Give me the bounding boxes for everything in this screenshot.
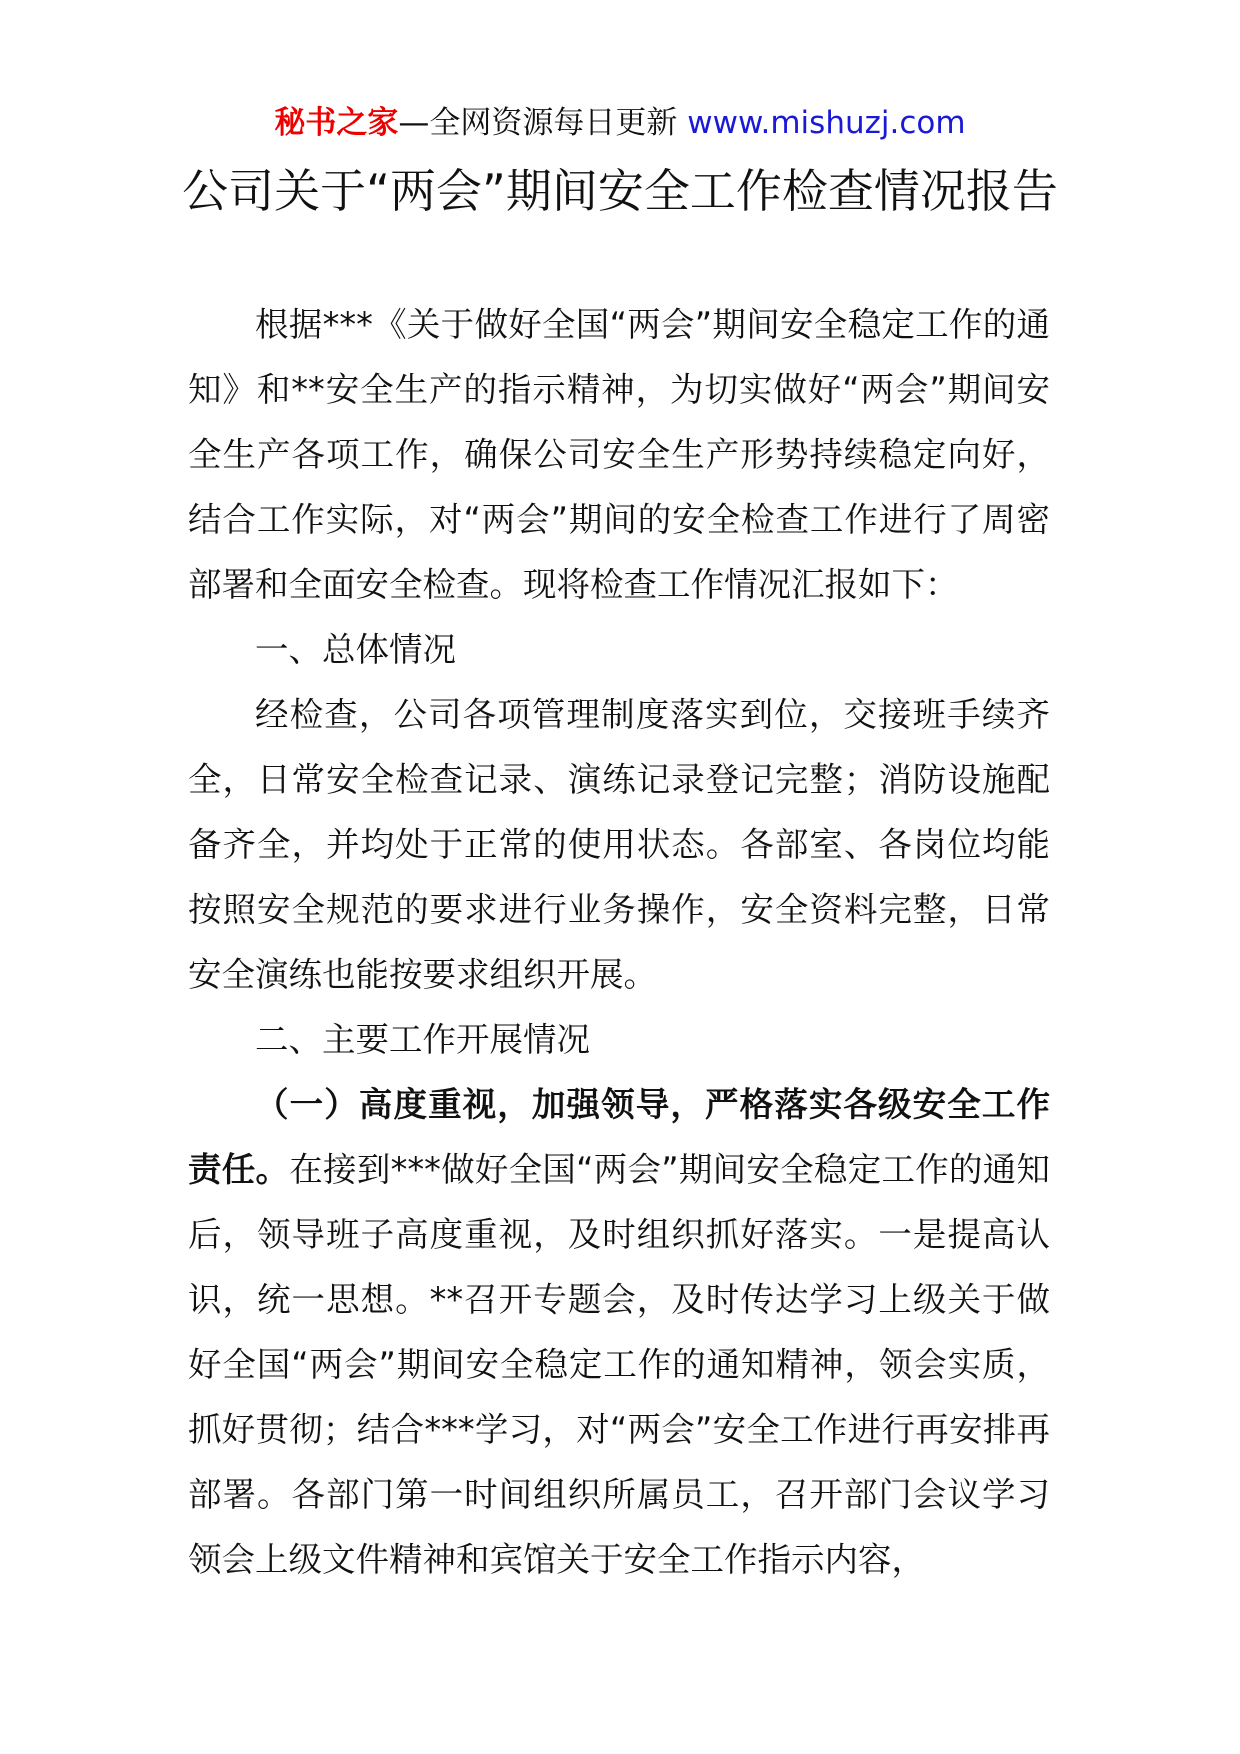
site-url-link[interactable]: www.mishuzj.com — [687, 105, 966, 141]
subsection-bold-heading: （一）高度重视，加强领导，严格落实各级安全工作责任。 — [188, 1085, 1050, 1189]
section-heading-overview: 一、总体情况 — [255, 630, 456, 669]
document-body — [188, 292, 1050, 1592]
overview-paragraph: 经检查，公司各项管理制度落实到位，交接班手续齐全，日常安全检查记录、演练记录登记完整；消防设施配备齐全，并均处于正常的使用状态。各部室、各岗位均能按照安全规范的要求进行业务操作，安全资料完整，日常安全演练也能按要求组织开展。 — [188, 695, 1050, 994]
document-title: 公司关于“两会”期间安全工作检查情况报告 — [182, 164, 1058, 218]
subsection-paragraph — [188, 1072, 1050, 1592]
header-slogan: —全网资源每日更新 — [398, 105, 678, 141]
site-header — [0, 100, 1240, 146]
brand-name: 秘书之家 — [274, 105, 399, 141]
subsection-body-text: 在接到***做好全国“两会”期间安全稳定工作的通知后，领导班子高度重视，及时组织抓好落实。一是提高认识，统一思想。**召开专题会，及时传达学习上级关于做好全国“两会”期间安全稳定工作的通知精神，领会实质，抓好贯彻；结合***学习，对“两会”安全工作进行再安排再部署。各部门第一时间组织所属员工，召开部门会议学习领会上级文件精神和宾馆关于安全工作指示内容， — [188, 1150, 1051, 1579]
section-heading-main-work: 二、主要工作开展情况 — [255, 1020, 590, 1059]
intro-paragraph: 根据***《关于做好全国“两会”期间安全稳定工作的通知》和**安全生产的指示精神，为切实做好“两会”期间安全生产各项工作，确保公司安全生产形势持续稳定向好，结合工作实际，对“两会”期间的安全检查工作进行了周密部署和全面安全检查。现将检查工作情况汇报如下： — [188, 305, 1050, 604]
